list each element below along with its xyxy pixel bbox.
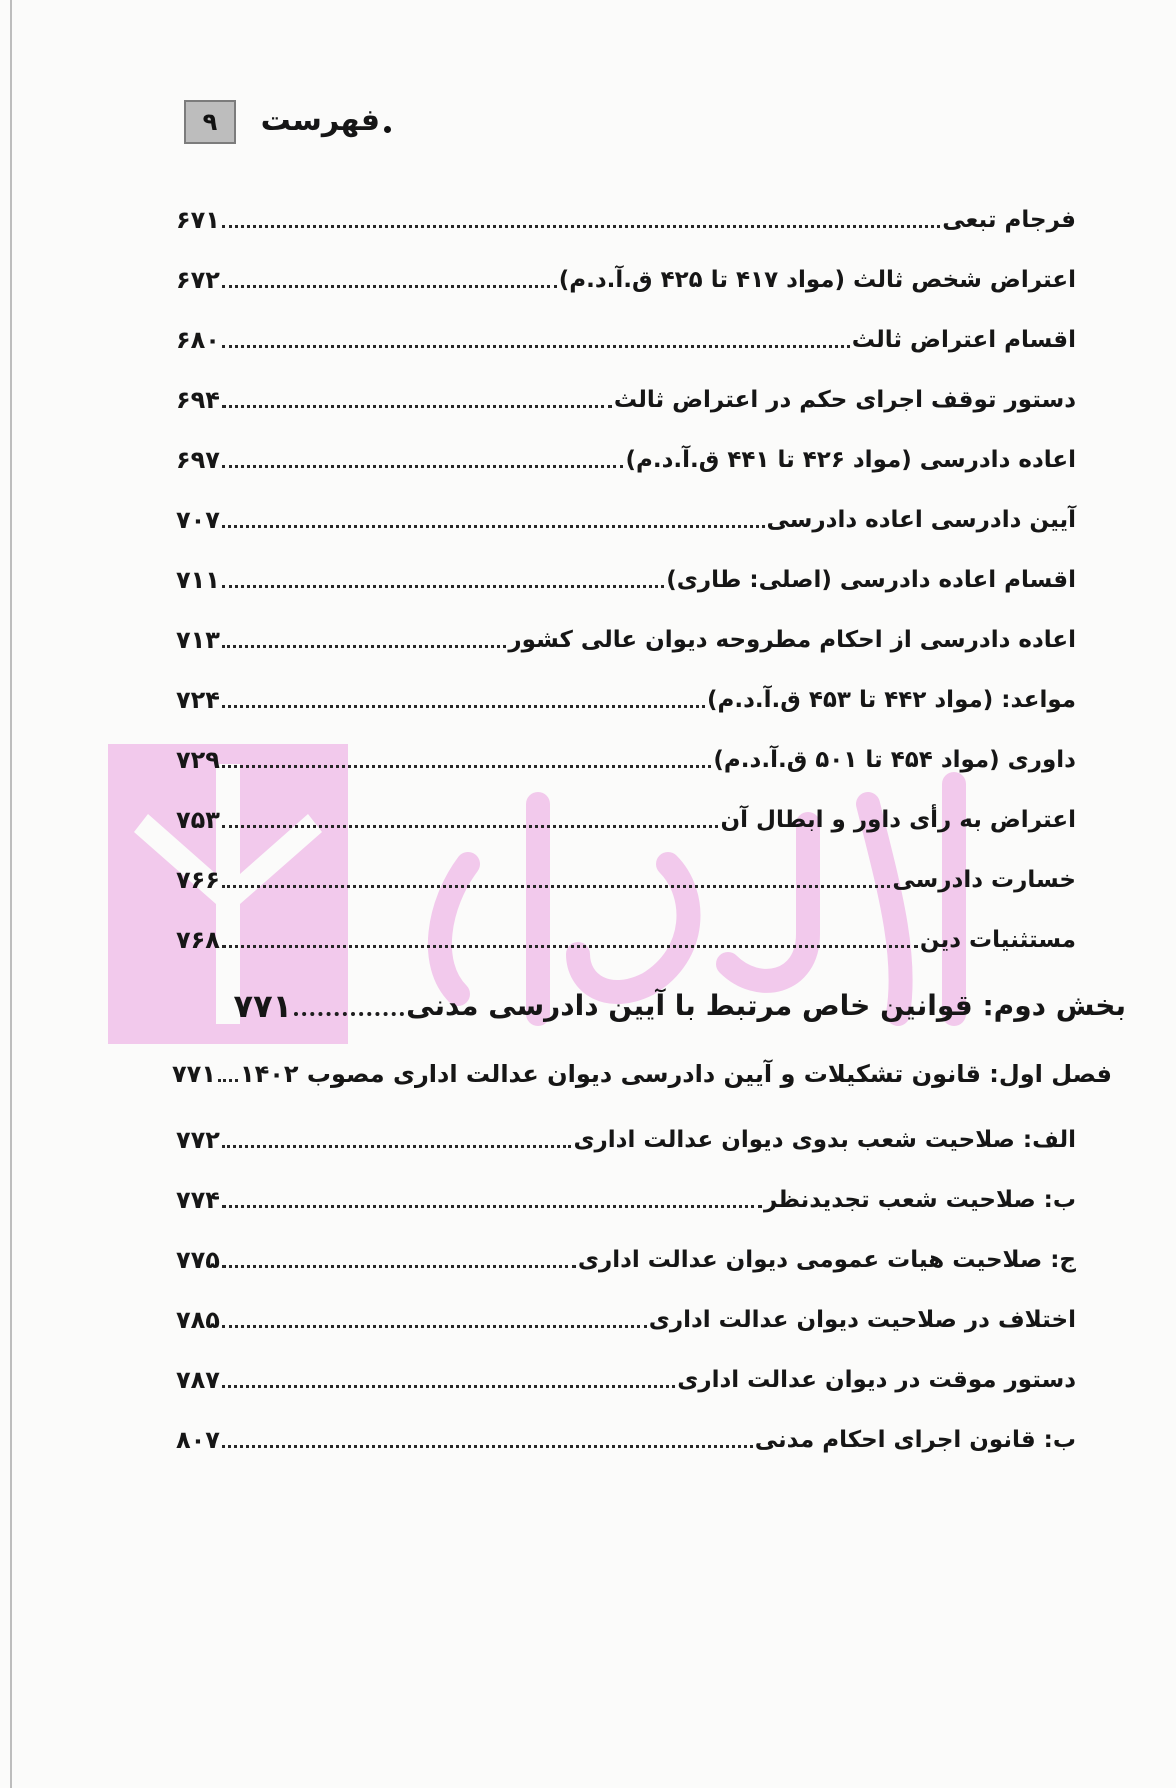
- leader-dots: [222, 405, 612, 408]
- toc-entry-page: ۷۲۴: [176, 686, 220, 714]
- toc-entry[interactable]: [176, 1340, 1076, 1400]
- toc-entry-page: ۷۱۱: [176, 566, 220, 594]
- toc-entry-page: ۷۱۳: [176, 626, 220, 654]
- toc-entry-page: ۶۷۱: [176, 206, 220, 234]
- toc-entry[interactable]: [176, 840, 1076, 900]
- toc-entry-title: اعتراض به رأی داور و ابطال آن: [720, 807, 1076, 833]
- leader-dots: [222, 525, 765, 528]
- toc-entry-page: ۷۲۹: [176, 746, 220, 774]
- toc-entry-title: آیین دادرسی اعاده دادرسی: [766, 507, 1076, 533]
- toc-entry-page: ۸۰۷: [176, 1426, 220, 1454]
- toc-entry[interactable]: [176, 1400, 1076, 1460]
- toc-entry-title: دستور توقف اجرای حکم در اعتراض ثالث: [613, 387, 1076, 413]
- toc-entry-title: دستور موقت در دیوان عدالت اداری: [677, 1367, 1076, 1393]
- leader-dots: [222, 1325, 647, 1328]
- toc-entry[interactable]: [176, 660, 1076, 720]
- toc-entry-title: ج: صلاحیت هیات عمومی دیوان عدالت اداری: [577, 1247, 1076, 1273]
- leader-dots: [222, 1445, 753, 1448]
- toc-entry-page: ۶۸۰: [176, 326, 220, 354]
- leader-dots: [222, 1385, 675, 1388]
- toc-entry-page: ۷۰۷: [176, 506, 220, 534]
- toc-entry-title: فرجام تبعی: [942, 207, 1076, 233]
- leader-dots: [222, 285, 557, 288]
- leader-dots: [222, 1205, 762, 1208]
- toc-entry-title: مواعد: (مواد ۴۴۲ تا ۴۵۳ ق.آ.د.م): [706, 687, 1076, 713]
- toc-entry[interactable]: [176, 420, 1076, 480]
- toc-entry-page: ۶۹۴: [176, 386, 220, 414]
- toc-entry[interactable]: [176, 600, 1076, 660]
- toc-entry-title: مستثنیات دین: [919, 927, 1076, 953]
- toc-entry-page: ۷۶۶: [176, 866, 220, 894]
- page-edge: [10, 0, 12, 1788]
- toc-entry-title: اختلاف در صلاحیت دیوان عدالت اداری: [648, 1307, 1076, 1333]
- toc-entry-page: ۶۹۷: [176, 446, 220, 474]
- toc-entry[interactable]: [176, 1100, 1076, 1160]
- toc-entry-title: اقسام اعتراض ثالث: [851, 327, 1076, 353]
- toc-entry-title: داوری (مواد ۴۵۴ تا ۵۰۱ ق.آ.د.م): [713, 747, 1076, 773]
- leader-dots: [294, 1012, 404, 1016]
- leader-dots: [218, 1079, 238, 1082]
- toc-entry[interactable]: [176, 1280, 1076, 1340]
- toc-entry-page: ۷۷۱: [233, 987, 293, 1025]
- toc-entry-title: اعاده دادرسی از احکام مطروحه دیوان عالی کشور: [508, 627, 1076, 653]
- page-number-badge: ۹: [184, 100, 236, 144]
- toc-entry-title: ب: صلاحیت شعب تجدیدنظر: [763, 1187, 1076, 1213]
- leader-dots: [222, 585, 664, 588]
- toc-entry-title: اقسام اعاده دادرسی (اصلی: طاری): [666, 567, 1076, 593]
- leader-dots: [222, 645, 506, 648]
- toc-entry[interactable]: [176, 480, 1076, 540]
- leader-dots: [222, 825, 719, 828]
- toc-entry-page: ۷۶۸: [176, 926, 220, 954]
- toc-entry[interactable]: [176, 300, 1076, 360]
- toc-entry[interactable]: [176, 780, 1076, 840]
- toc-entry-page: ۷۸۷: [176, 1366, 220, 1394]
- leader-dots: [222, 945, 918, 948]
- toc-entry-title: فصل اول: قانون تشکیلات و آیین دادرسی دیوان عدالت اداری مصوب ۱۴۰۲: [239, 1060, 1112, 1088]
- toc-entry-title: ب: قانون اجرای احکام مدنی: [754, 1427, 1076, 1453]
- toc-entry[interactable]: [176, 1220, 1076, 1280]
- leader-dots: [222, 225, 940, 228]
- toc-part-heading[interactable]: [176, 966, 1126, 1026]
- toc-entry-page: ۷۸۵: [176, 1306, 220, 1334]
- toc-entry-title: بخش دوم: قوانین خاص مرتبط با آیین دادرسی مدنی: [406, 989, 1126, 1022]
- leader-dots: [222, 1265, 576, 1268]
- toc-entry-page: ۷۵۳: [176, 806, 220, 834]
- page-header: [180, 96, 480, 152]
- toc-entry-page: ۷۷۲: [176, 1126, 220, 1154]
- leader-dots: [222, 345, 850, 348]
- toc-chapter-heading[interactable]: [172, 1034, 1112, 1094]
- toc-entry-title: الف: صلاحیت شعب بدوی دیوان عدالت اداری: [573, 1127, 1076, 1153]
- toc-entry-page: ۷۷۱: [172, 1060, 216, 1088]
- leader-dots: [222, 885, 890, 888]
- leader-dots: [222, 1145, 572, 1148]
- toc-entry[interactable]: [176, 900, 1076, 960]
- toc-entry-title: خسارت دادرسی: [892, 867, 1076, 893]
- toc-entry[interactable]: [176, 240, 1076, 300]
- toc-entry-page: ۶۷۲: [176, 266, 220, 294]
- toc-entry[interactable]: [176, 360, 1076, 420]
- leader-dots: [222, 705, 705, 708]
- toc-entry[interactable]: [176, 720, 1076, 780]
- toc-entry-page: ۷۷۵: [176, 1246, 220, 1274]
- toc-entry[interactable]: [176, 540, 1076, 600]
- toc-entry-title: اعتراض شخص ثالث (مواد ۴۱۷ تا ۴۲۵ ق.آ.د.م): [558, 267, 1076, 293]
- toc-entry[interactable]: [176, 180, 1076, 240]
- leader-dots: [222, 765, 711, 768]
- header-bullet-dot: [384, 126, 391, 133]
- toc-entry-title: اعاده دادرسی (مواد ۴۲۶ تا ۴۴۱ ق.آ.د.م): [625, 447, 1076, 473]
- toc-entry[interactable]: [176, 1160, 1076, 1220]
- header-title: فهرست: [260, 103, 380, 138]
- leader-dots: [222, 465, 624, 468]
- toc-entry-page: ۷۷۴: [176, 1186, 220, 1214]
